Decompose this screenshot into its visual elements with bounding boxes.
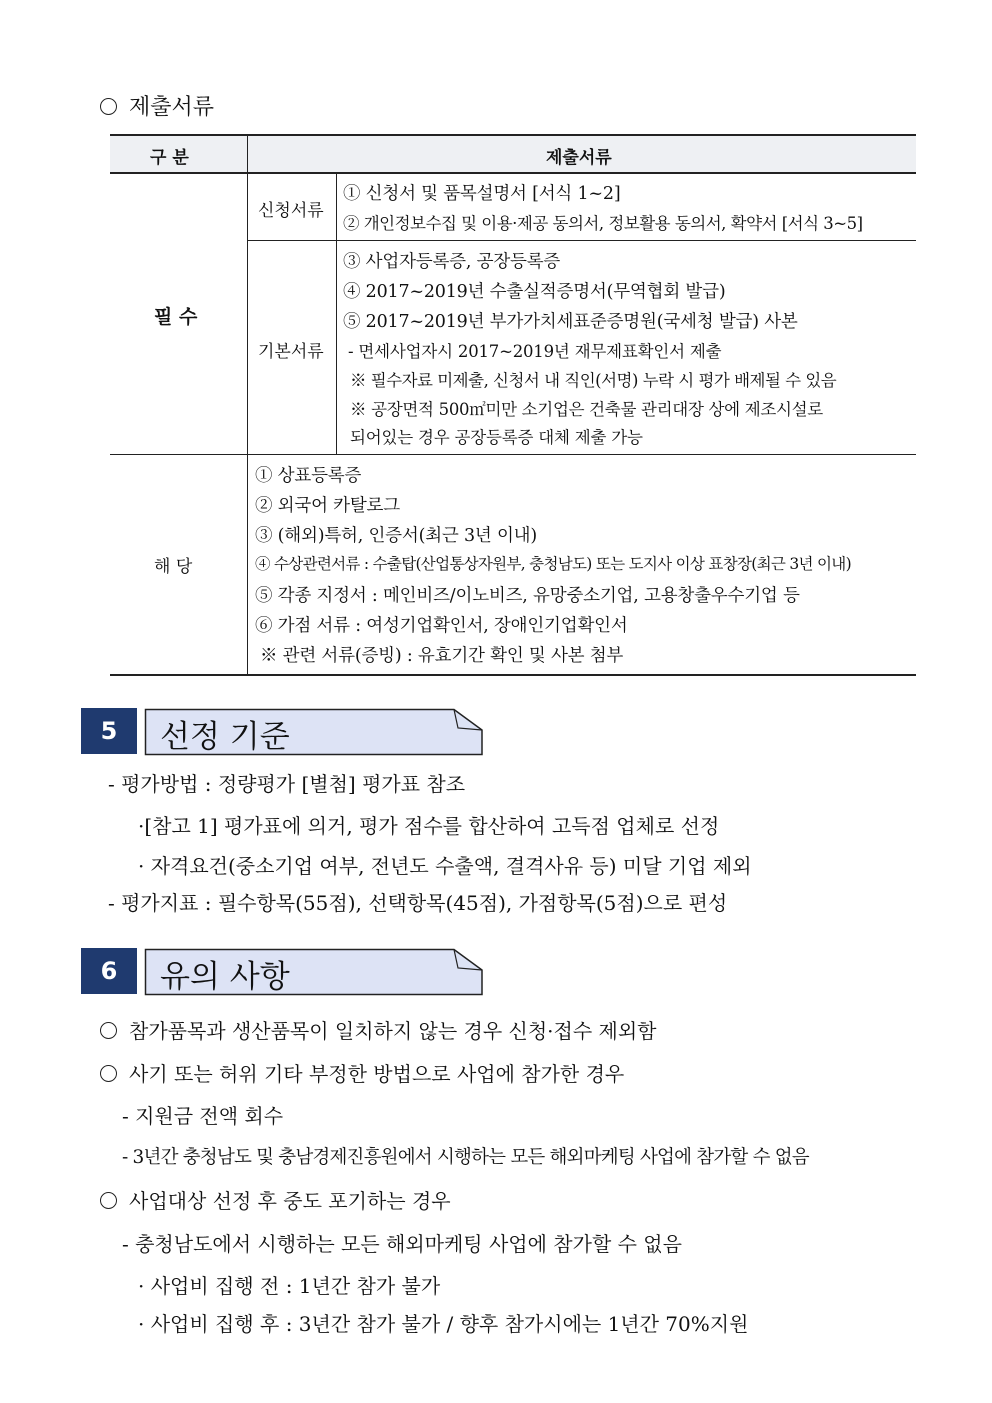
section5-line: · 자격요건(중소기업 여부, 전년도 수출액, 결격사유 등) 미달 기업 제외 bbox=[138, 854, 752, 878]
submission-heading bbox=[100, 90, 214, 121]
circle-bullet-icon bbox=[100, 98, 117, 115]
table-divider bbox=[110, 454, 916, 455]
col-header-category: 구 분 bbox=[150, 148, 189, 168]
col-header-documents: 제출서류 bbox=[546, 148, 612, 168]
section6-item-text: 참가품목과 생산품목이 일치하지 않는 경우 신청·접수 제외함 bbox=[129, 1019, 657, 1043]
circle-bullet-icon bbox=[100, 1065, 117, 1082]
section6-item bbox=[100, 1185, 451, 1214]
basic-doc-item: ③ 사업자등록증, 공장등록증 bbox=[343, 252, 561, 272]
apply-doc-item: ② 개인정보수집 및 이용·제공 동의서, 정보활용 동의서, 확약서 [서식 3~5] bbox=[343, 214, 863, 233]
required-label: 필 수 bbox=[154, 306, 198, 328]
section6-item-text: 사업대상 선정 후 중도 포기하는 경우 bbox=[129, 1189, 451, 1213]
applicable-doc-item: ① 상표등록증 bbox=[255, 466, 362, 486]
applicable-doc-note: ※ 관련 서류(증빙) : 유효기간 확인 및 사본 첨부 bbox=[260, 646, 624, 666]
applicable-doc-item: ⑥ 가점 서류 : 여성기업확인서, 장애인기업확인서 bbox=[255, 616, 628, 636]
applicable-doc-item: ② 외국어 카탈로그 bbox=[255, 496, 400, 516]
section5-line: - 평가방법 : 정량평가 [별첨] 평가표 참조 bbox=[108, 772, 466, 796]
table-header-border bbox=[110, 172, 916, 174]
table-column-divider bbox=[336, 172, 337, 454]
submission-table bbox=[110, 134, 916, 676]
circle-bullet-icon bbox=[100, 1022, 117, 1039]
section6-detail: · 사업비 집행 후 : 3년간 참가 불가 / 향후 참가시에는 1년간 70%지원 bbox=[138, 1312, 749, 1336]
section-title: 선정 기준 bbox=[160, 719, 290, 755]
applicable-doc-item: ③ (해외)특허, 인증서(최근 3년 이내) bbox=[255, 526, 538, 546]
basic-doc-item: ④ 2017~2019년 수출실적증명서(무역협회 발급) bbox=[343, 282, 726, 302]
basic-doc-item: - 면세사업자시 2017~2019년 재무제표확인서 제출 bbox=[348, 342, 722, 361]
circle-bullet-icon bbox=[100, 1192, 117, 1209]
section5-line: - 평가지표 : 필수항목(55점), 선택항목(45점), 가점항목(5점)으로 편성 bbox=[108, 891, 728, 915]
table-header-background bbox=[110, 134, 916, 172]
basic-doc-note: 되어있는 경우 공장등록증 대체 제출 가능 bbox=[350, 428, 643, 447]
basic-doc-note: ※ 공장면적 500㎡미만 소기업은 건축물 관리대장 상에 제조시설로 bbox=[350, 400, 823, 419]
section6-detail: · 사업비 집행 전 : 1년간 참가 불가 bbox=[138, 1274, 441, 1298]
apply-docs-label: 신청서류 bbox=[258, 201, 324, 221]
table-top-border bbox=[110, 134, 916, 136]
basic-docs-label: 기본서류 bbox=[258, 342, 324, 362]
table-divider bbox=[247, 240, 916, 241]
applicable-doc-item: ⑤ 각종 지정서 : 메인비즈/이노비즈, 유망중소기업, 고용창출우수기업 등 bbox=[255, 586, 800, 606]
section6-item-text: 사기 또는 허위 기타 부정한 방법으로 사업에 참가한 경우 bbox=[129, 1062, 625, 1086]
submission-heading-text: 제출서류 bbox=[129, 95, 215, 120]
apply-doc-item: ① 신청서 및 품목설명서 [서식 1~2] bbox=[343, 184, 621, 204]
table-column-divider bbox=[247, 134, 248, 676]
section-title: 유의 사항 bbox=[160, 959, 290, 995]
section-number-badge: 6 bbox=[81, 948, 137, 994]
section6-item bbox=[100, 1058, 624, 1087]
table-bottom-border bbox=[110, 674, 916, 676]
section5-line: ·[참고 1] 평가표에 의거, 평가 점수를 합산하여 고득점 업체로 선정 bbox=[138, 814, 720, 838]
applicable-label: 해 당 bbox=[154, 557, 193, 577]
basic-doc-note: ※ 필수자료 미제출, 신청서 내 직인(서명) 누락 시 평가 배제될 수 있음 bbox=[350, 371, 837, 390]
section-number-badge: 5 bbox=[81, 708, 137, 754]
basic-doc-item: ⑤ 2017~2019년 부가가치세표준증명원(국세청 발급) 사본 bbox=[343, 312, 798, 332]
section6-subitem: - 3년간 충청남도 및 충남경제진흥원에서 시행하는 모든 해외마케팅 사업에 참가할 수 없음 bbox=[122, 1147, 809, 1168]
section6-subitem: - 충청남도에서 시행하는 모든 해외마케팅 사업에 참가할 수 없음 bbox=[122, 1232, 682, 1256]
section6-item bbox=[100, 1015, 657, 1044]
section6-subitem: - 지원금 전액 회수 bbox=[122, 1104, 284, 1128]
applicable-doc-item: ④ 수상관련서류 : 수출탑(산업통상자원부, 충청남도) 또는 도지사 이상 표창장(최근 3년 이내) bbox=[255, 555, 851, 573]
